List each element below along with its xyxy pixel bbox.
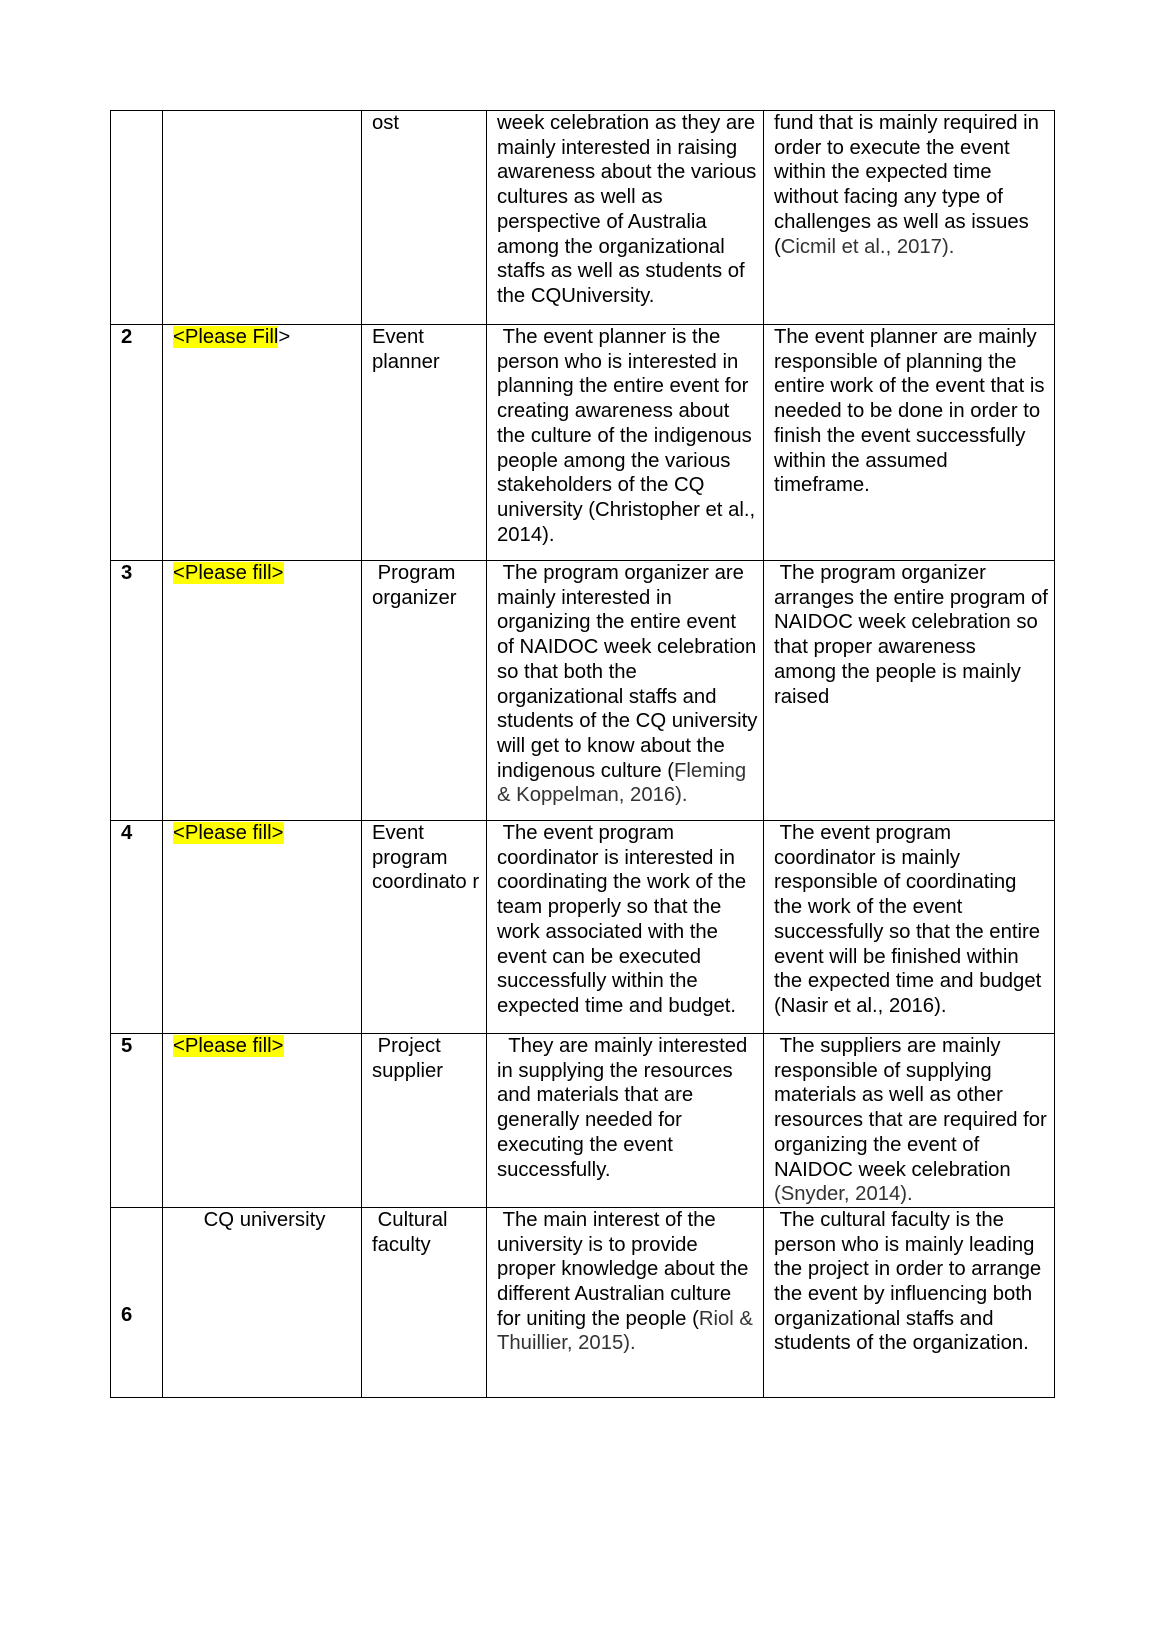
stakeholder-name-cell[interactable] [163, 561, 362, 821]
placeholder-highlight: <Please fill> [173, 1035, 284, 1057]
responsibility-cell [764, 1034, 1055, 1208]
placeholder-highlight: <Please Fill [173, 326, 279, 348]
placeholder-tail: > [278, 326, 291, 348]
stakeholder-name-cell: CQ university [163, 1207, 362, 1397]
interest-cell: week celebration as they are mainly interested in raising awareness about the various cultures as well as perspective of Australia among the organizational staffs as well as students of the CQUniversity. [487, 111, 764, 325]
table-row [111, 1034, 1055, 1208]
role-cell: ost [362, 111, 487, 325]
placeholder-highlight: <Please fill> [173, 562, 284, 584]
citation-text: Cicmil et al., 2017 [780, 235, 942, 258]
row-number-cell: 4 [111, 821, 163, 1034]
interest-cell: The event program coordinator is interested in coordinating the work of the team properly so that the work associated with the event can be executed successfully within the expected time and budget. [487, 821, 764, 1034]
table-row [111, 561, 1055, 821]
role-cell: Cultural faculty [362, 1207, 487, 1397]
responsibility-cell: The event planner are mainly responsible of planning the entire work of the event that is needed to be done in order to finish the event successfully within the assumed timeframe. [764, 325, 1055, 561]
interest-cell [487, 561, 764, 821]
row-number-cell: 5 [111, 1034, 163, 1208]
role-cell: Event planner [362, 325, 487, 561]
table-row [111, 111, 1055, 325]
table-row [111, 1207, 1055, 1397]
stakeholder-name-cell[interactable] [163, 325, 362, 561]
table-row [111, 821, 1055, 1034]
responsibility-cell: The cultural faculty is the person who is mainly leading the project in order to arrange the event by influencing both organizational staffs and students of the organization. [764, 1207, 1055, 1397]
citation-close: ). [623, 1332, 636, 1355]
interest-text: The main interest of the university is to provide proper knowledge about the different Australian culture for uniting the people ( [497, 1208, 755, 1330]
interest-text: The program organizer are mainly interested in organizing the entire event of NAIDOC week celebration so that both the organizational staffs and students of the CQ university will get to know about the indigenous culture ( [497, 562, 764, 782]
row-number-cell [111, 111, 163, 325]
responsibility-text: fund that is mainly required in order to execute the event within the expected time without facing any type of challenges as well as issues ( [774, 112, 1045, 258]
responsibility-text: The suppliers are mainly responsible of supplying materials as well as other resources that are required for organizing the event of NAIDOC week celebration [774, 1035, 1053, 1181]
table-row [111, 325, 1055, 561]
interest-cell: The event planner is the person who is interested in planning the entire event for creating awareness about the culture of the indigenous people among the various stakeholders of the CQ university (Christopher et al., 2014). [487, 325, 764, 561]
stakeholder-table [110, 110, 1055, 1398]
citation-close: ). [675, 784, 688, 807]
responsibility-cell: The event program coordinator is mainly responsible of coordinating the work of the event successfully so that the entire event will be finished within the expected time and budget (Nasir et al., 2016). [764, 821, 1055, 1034]
responsibility-cell [764, 111, 1055, 325]
row-number-cell: 2 [111, 325, 163, 561]
stakeholder-name-cell [163, 111, 362, 325]
citation-text: Fleming & Koppelman, 2016 [497, 759, 752, 807]
interest-cell [487, 1207, 764, 1397]
row-number-cell: 3 [111, 561, 163, 821]
responsibility-cell: The program organizer arranges the entire program of NAIDOC week celebration so that proper awareness among the people is mainly raised [764, 561, 1055, 821]
interest-cell: They are mainly interested in supplying the resources and materials that are generally needed for executing the event successfully. [487, 1034, 764, 1208]
role-cell: Project supplier [362, 1034, 487, 1208]
citation-text: (Snyder, 2014). [774, 1183, 913, 1206]
stakeholder-name-cell[interactable] [163, 821, 362, 1034]
citation-close: ). [941, 235, 955, 258]
role-cell: Program organizer [362, 561, 487, 821]
row-number-cell: 6 [111, 1207, 163, 1397]
role-cell: Event program coordinato r [362, 821, 487, 1034]
citation-text: Riol & Thuillier, 2015 [497, 1307, 759, 1355]
stakeholder-name-cell[interactable] [163, 1034, 362, 1208]
placeholder-highlight: <Please fill> [173, 822, 284, 844]
